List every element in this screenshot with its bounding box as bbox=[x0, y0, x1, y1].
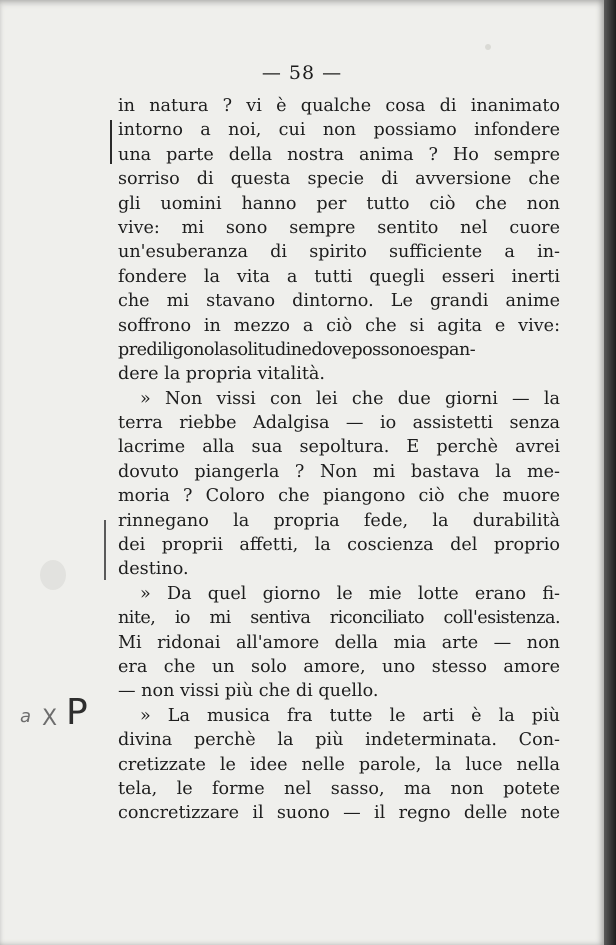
text-line: cretizzate le idee nelle parole, la luce nella bbox=[118, 754, 560, 775]
text-line: che mi stavano dintorno. Le grandi anime bbox=[118, 291, 560, 312]
text-line: nite, io mi sentiva riconciliato coll'esistenza. bbox=[118, 608, 560, 629]
text-line: » Da quel giorno le mie lotte erano fi- bbox=[140, 583, 560, 604]
margin-note-p: P bbox=[66, 692, 88, 733]
text-line: lacrime alla sua sepoltura. E perchè avrei bbox=[118, 437, 560, 458]
text-line: vive: mi sono sempre sentito nel cuore bbox=[118, 217, 560, 238]
margin-bar-bottom bbox=[104, 520, 106, 580]
text-line: » La musica fra tutte le arti è la più bbox=[140, 705, 560, 726]
text-line: moria ? Coloro che piangono ciò che muore bbox=[118, 486, 560, 507]
paper-stain bbox=[40, 560, 66, 590]
text-line: intorno a noi, cui non possiamo infondere bbox=[118, 120, 560, 141]
paper-stain bbox=[485, 44, 491, 50]
text-line: fondere la vita a tutti quegli esseri inerti bbox=[118, 266, 560, 287]
text-line: — non vissi più che di quello. bbox=[118, 681, 379, 702]
text-line: rinnegano la propria fede, la durabilità bbox=[118, 510, 560, 531]
text-line: destino. bbox=[118, 559, 189, 580]
margin-note-a: a bbox=[20, 706, 32, 727]
text-line: dovuto piangerla ? Non mi bastava la me- bbox=[118, 461, 560, 482]
text-line: una parte della nostra anima ? Ho sempre bbox=[118, 144, 560, 165]
text-line: era che un solo amore, uno stesso amore bbox=[118, 656, 560, 677]
margin-note-x: X bbox=[42, 706, 58, 731]
text-line: tela, le forme nel sasso, ma non potete bbox=[118, 778, 560, 799]
text-line: concretizzare il suono — il regno delle note bbox=[118, 803, 560, 824]
text-line: Mi ridonai all'amore della mia arte — non bbox=[118, 632, 560, 653]
text-line: gli uomini hanno per tutto ciò che non bbox=[118, 193, 560, 214]
text-line: soffrono in mezzo a ciò che si agita e vive: bbox=[118, 315, 560, 336]
margin-bar-top bbox=[110, 120, 112, 164]
text-line: dere la propria vitalità. bbox=[118, 364, 325, 385]
text-line: » Non vissi con lei che due giorni — la bbox=[140, 388, 560, 409]
body-text bbox=[118, 94, 560, 826]
text-line: un'esuberanza di spirito sufficiente a in- bbox=[118, 242, 560, 263]
text-line: terra riebbe Adalgisa — io assistetti senza bbox=[118, 413, 560, 434]
page-number: — 58 — bbox=[261, 62, 343, 84]
page-edge-shadow bbox=[604, 0, 616, 945]
text-line: in natura ? vi è qualche cosa di inanimato bbox=[118, 96, 560, 116]
text-line: dei proprii affetti, la coscienza del proprio bbox=[118, 535, 560, 556]
text-line: sorriso di questa specie di avversione che bbox=[118, 169, 560, 190]
text-line: divina perchè la più indeterminata. Con- bbox=[118, 730, 560, 751]
text-line: prediligonolasolitudinedovepossonoespan- bbox=[118, 339, 476, 360]
